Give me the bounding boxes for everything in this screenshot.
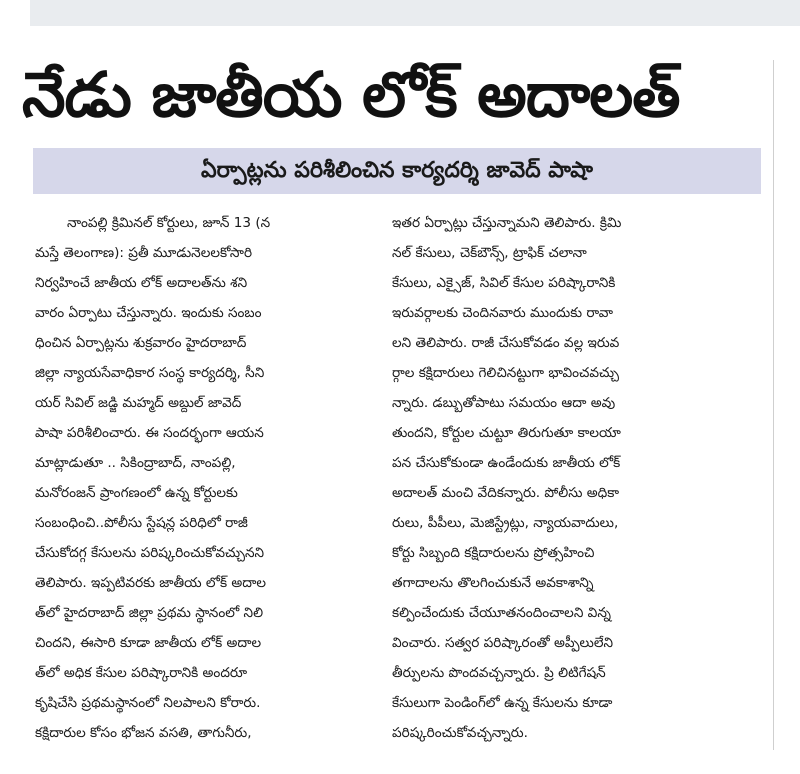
body-line: వారం ఏర్పాటు చేస్తున్నారు. ఇందుకు సంబం — [35, 305, 262, 321]
body-line: ర్గాల కక్షిదారులు గెలిచినట్టుగా భావించవచ్చు — [392, 365, 619, 381]
body-line: మాట్లాడుతూ .. సికింద్రాబాద్, నాంపల్లి, — [35, 455, 236, 471]
body-line: కేసులుగా పెండింగ్‌లో ఉన్న కేసులను కూడా — [392, 695, 613, 711]
body-line: చేసుకోదగ్గ కేసులను పరిష్కరించుకోవచ్చునని — [35, 545, 265, 561]
body-line: మనోరంజన్ ప్రాంగణంలో ఉన్న కోర్టులకు — [35, 485, 238, 501]
body-line: కేసులు, ఎక్సైజ్, సివిల్ కేసుల పరిష్కారానికి — [392, 275, 616, 291]
headline: నేడు జాతీయ లోక్ అదాలత్ — [22, 58, 680, 131]
article-right-column — [392, 208, 752, 748]
body-line: నిర్వహించే జాతీయ లోక్ అదాలత్‌ను శని — [35, 275, 248, 291]
body-line: కక్షిదారుల కోసం భోజన వసతి, తాగునీరు, — [35, 725, 252, 741]
body-line: ఇరువర్గాలకు చెందినవారు ముందుకు రావా — [392, 305, 613, 321]
body-line: అదాలత్ మంచి వేదికన్నారు. పోలీసు అధికా — [392, 485, 620, 501]
body-line: తగాదాలను తొలగించుకునే అవకాశాన్ని — [392, 575, 594, 591]
body-line: ధించిన ఏర్పాట్లను శుక్రవారం హైదరాబాద్ — [35, 335, 247, 351]
body-line: మస్తే తెలంగాణ): ప్రతీ మూడునెలలకోసారి — [35, 245, 253, 261]
body-line: న్నారు. డబ్బుతోపాటు సమయం ఆదా అవు — [392, 395, 616, 411]
column-divider-rule — [773, 60, 774, 750]
body-line: తుందని, కోర్టుల చుట్టూ తిరుగుతూ కాలయా — [392, 425, 621, 441]
body-line: రులు, పీపీలు, మెజిస్ట్రేట్లు, న్యాయవాదులు, — [392, 515, 619, 531]
body-line: త్‌లో హైదరాబాద్ జిల్లా ప్రథమ స్థానంలో నిలి — [35, 605, 264, 621]
body-line: ఇతర ఏర్పాట్లు చేస్తున్నామని తెలిపారు. క్రిమి — [392, 215, 622, 231]
body-line: త్‌లో అధిక కేసుల పరిష్కారానికి అందరూ — [35, 665, 248, 681]
article-left-column — [35, 208, 385, 748]
body-line: కోర్టు సిబ్బంది కక్షిదారులను ప్రోత్సహించి — [392, 545, 595, 561]
body-line: వించారు. సత్వర పరిష్కారంతో అప్పీలులేని — [392, 635, 614, 651]
body-line: కృషిచేసి ప్రథమస్థానంలో నిలపాలని కోరారు. — [35, 695, 261, 711]
body-line: పరిష్కరించుకోవచ్చన్నారు. — [392, 725, 528, 741]
body-line: కల్పించేందుకు చేయూతనందించాలని విన్న — [392, 605, 611, 621]
body-line: తెలిపారు. ఇప్పటివరకు జాతీయ లోక్ అదాల — [35, 575, 267, 591]
body-line: నల్ కేసులు, చెక్‌బౌన్స్, ట్రాఫిక్ చలానా — [392, 245, 587, 261]
body-line: పాషా పరిశీలించారు. ఈ సందర్భంగా ఆయన — [35, 425, 264, 441]
body-line: పన చేసుకోకుండా ఉండేందుకు జాతీయ లోక్ — [392, 455, 621, 471]
body-line: యర్ సివిల్ జడ్జి మహ్మద్ అబ్దుల్ జావెద్ — [35, 395, 242, 411]
top-gray-band — [30, 0, 800, 26]
body-line: చిందని, ఈసారి కూడా జాతీయ లోక్ అదాల — [35, 635, 262, 651]
subheadline: ఏర్పాట్లను పరిశీలించిన కార్యదర్శి జావెద్ పాషా — [200, 158, 593, 183]
body-line: తీర్పులను పొందవచ్చన్నారు. ప్రి లిటిగేషన్ — [392, 665, 606, 681]
body-line: సంబంధించి..పోలీసు స్టేషన్ల పరిధిలో రాజీ — [35, 515, 248, 531]
body-line: నాంపల్లి క్రిమినల్ కోర్టులు, జూన్ 13 (న — [67, 215, 271, 231]
body-line: జిల్లా న్యాయసేవాధికార సంస్థ కార్యదర్శి, సీని — [35, 365, 265, 381]
body-line: లని తెలిపారు. రాజీ చేసుకోవడం వల్ల ఇరువ — [392, 335, 620, 351]
